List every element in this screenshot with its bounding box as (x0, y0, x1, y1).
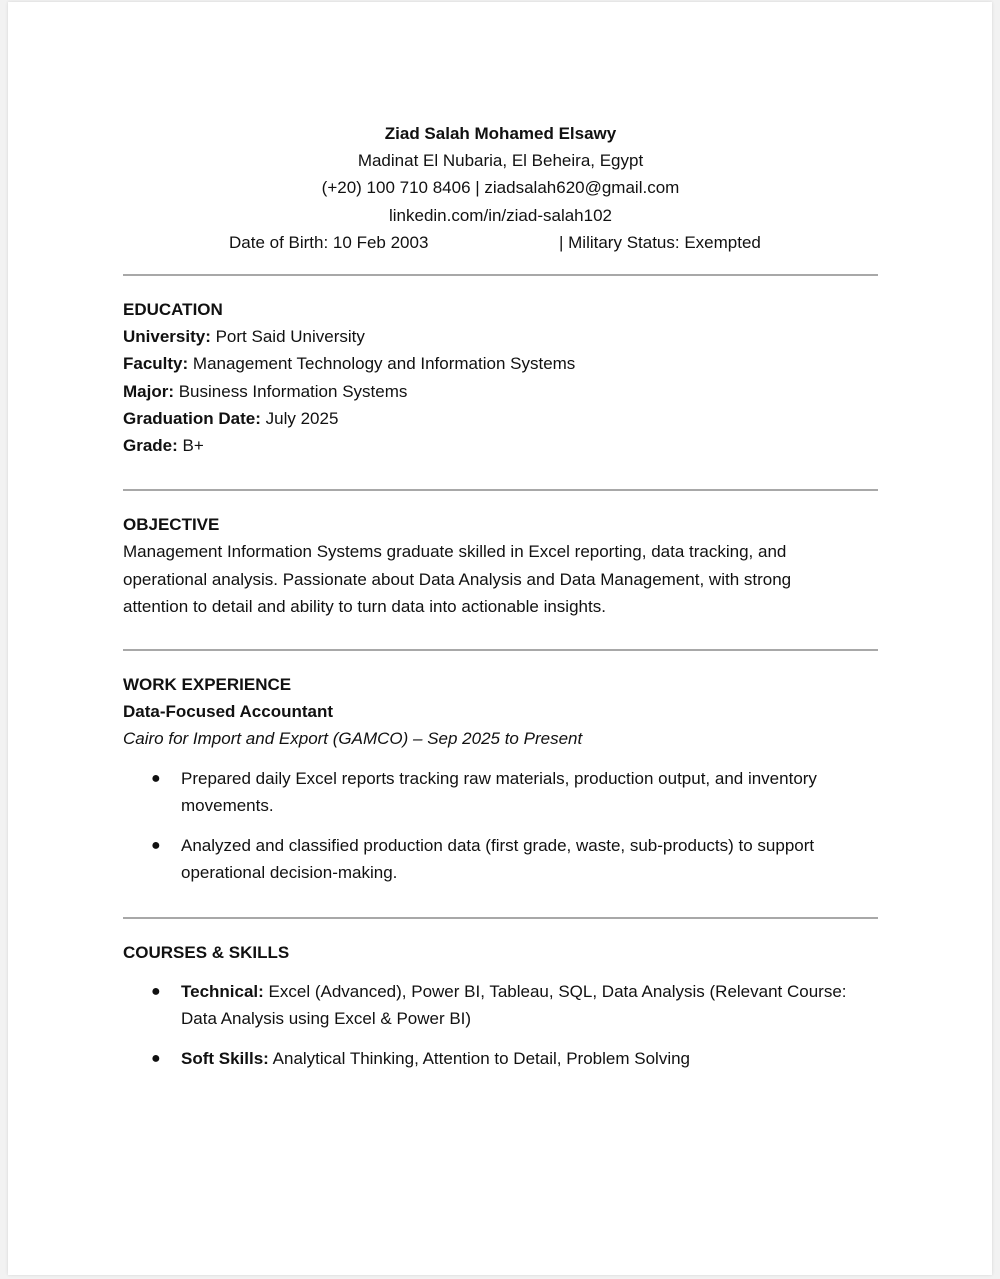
section-divider (123, 274, 878, 276)
list-item (123, 978, 878, 1033)
bullet-line: Analyzed and classified production data (first grade, waste, sub-products) to support (181, 835, 815, 855)
job-company-dates: Cairo for Import and Export (GAMCO) – Sep 2025 to Present (123, 729, 583, 749)
bullet-line: operational decision-making. (181, 863, 398, 883)
personal-info-row (123, 229, 878, 256)
bullet-icon: ● (151, 836, 161, 854)
objective-section (123, 511, 878, 621)
bullet-line: movements. (181, 796, 274, 816)
military-status: | Military Status: Exempted (559, 232, 761, 252)
bullet-line: Data Analysis using Excel & Power BI) (181, 1009, 472, 1029)
education-section (123, 296, 878, 459)
objective-line: Management Information Systems graduate skilled in Excel reporting, data tracking, and (123, 542, 787, 562)
section-divider (123, 649, 878, 651)
field-value: Business Information Systems (174, 381, 408, 401)
job-title: Data-Focused Accountant (123, 702, 334, 722)
field-value: Port Said University (210, 327, 365, 347)
list-item (123, 1045, 878, 1073)
bullet-icon: ● (151, 982, 161, 1000)
bullet-icon: ● (151, 769, 161, 787)
bullet-line (181, 1045, 878, 1073)
candidate-address: Madinat El Nubaria, El Beheira, Egypt (357, 151, 644, 171)
skill-value: Excel (Advanced), Power BI, Tableau, SQL, Data Analysis (Relevant Course: (263, 981, 847, 1001)
section-divider (123, 489, 878, 491)
job-responsibilities (123, 765, 878, 887)
list-item (123, 832, 878, 887)
skill-label: Technical: (181, 981, 264, 1001)
section-title-education: EDUCATION (123, 300, 223, 320)
field-label: Major: (123, 381, 174, 401)
candidate-linkedin: linkedin.com/in/ziad-salah102 (388, 205, 613, 225)
objective-line: attention to detail and ability to turn data into actionable insights. (123, 597, 606, 617)
objective-line: operational analysis. Passionate about Data Analysis and Data Management, with strong (123, 569, 792, 589)
bullet-line: Prepared daily Excel reports tracking raw materials, production output, and inventory (181, 768, 817, 788)
education-graduation-date (123, 405, 878, 432)
skill-label: Soft Skills: (181, 1048, 269, 1068)
bullet-icon: ● (151, 1049, 161, 1067)
field-label: University: (123, 327, 211, 347)
skill-value: Analytical Thinking, Attention to Detail, Problem Solving (268, 1048, 690, 1068)
resume-content (123, 120, 878, 1072)
skills-list (123, 978, 878, 1073)
field-value: July 2025 (260, 408, 339, 428)
candidate-name: Ziad Salah Mohamed Elsawy (384, 124, 617, 143)
section-title-skills: COURSES & SKILLS (123, 942, 290, 962)
date-of-birth: Date of Birth: 10 Feb 2003 (229, 232, 429, 252)
education-faculty (123, 350, 878, 377)
field-value: Management Technology and Information Systems (188, 354, 576, 374)
bullet-line (181, 978, 878, 1006)
education-grade (123, 432, 878, 459)
field-label: Grade: (123, 436, 178, 456)
field-label: Faculty: (123, 354, 189, 374)
field-value: B+ (177, 436, 204, 456)
section-title-work-experience: WORK EXPERIENCE (123, 674, 292, 694)
resume-header (123, 120, 878, 229)
section-title-objective: OBJECTIVE (123, 515, 220, 535)
resume-page (8, 2, 992, 1275)
work-experience-section (123, 671, 878, 887)
field-label: Graduation Date: (123, 408, 261, 428)
education-university (123, 323, 878, 350)
list-item (123, 765, 878, 820)
section-divider (123, 917, 878, 919)
education-major (123, 378, 878, 405)
skills-section (123, 939, 878, 1073)
candidate-contact: (+20) 100 710 8406 | ziadsalah620@gmail.com (321, 178, 680, 198)
